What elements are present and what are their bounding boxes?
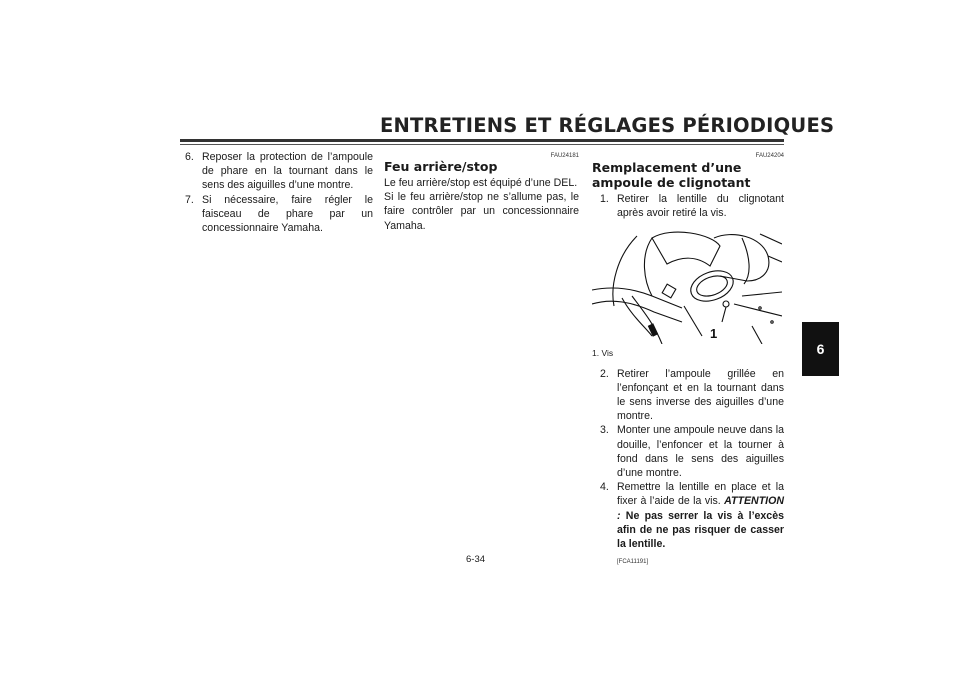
header-rule-thick [180,139,784,142]
turn-signal-illustration [592,226,782,344]
step-2 [592,367,784,424]
step-text: Si nécessaire, faire régler le faisceau de phare par un concessionnaire Yamaha. [202,193,373,235]
step-7 [185,193,373,236]
header-rule-thin [180,144,784,145]
step-6 [185,150,373,193]
section-title-turn-signal: Remplacement d’une ampoule de clignotant [592,160,751,190]
warning-label: ATTENTION : [617,495,784,522]
section-code: FAU24204 [755,153,784,159]
step-number: 6. [185,151,194,163]
figure-caption: 1. Vis [592,348,614,359]
step-1 [592,192,784,220]
paragraph: Si le feu arrière/stop ne s’allume pas, le faire contrôler par un concessionnaire Yamaha. [384,191,579,232]
figure-callout: 1 [710,326,718,342]
section-code: FAU24181 [550,153,579,159]
step-3 [592,423,784,480]
step-text: Reposer la protection de l’ampoule de phare en la tournant dans le sens des aiguilles d’une montre. [202,151,373,192]
page-title: ENTRETIENS ET RÉGLAGES PÉRIODIQUES [380,114,835,137]
step-number: 1. [600,193,609,205]
step-4 [592,480,784,551]
section-title-tail-light: Feu arrière/stop [384,159,498,174]
column-2 [384,152,579,233]
step-number: 3. [600,424,609,437]
step-text: Monter une ampoule neuve dans la douille, l’enfoncer et la tourner à fond dans le sens des aiguilles d’une montre. [617,424,784,480]
warning-text: Ne pas serrer la vis à l’excès afin de ne pas risquer de casser la lentille. [617,509,784,551]
step-number: 7. [185,193,194,206]
step-text: Retirer la lentille du clignotant après avoir retiré la vis. [617,193,784,220]
step-number: 2. [600,367,609,380]
step-text: Remettre la lentille en place et la fixer à l’aide de la vis. [617,481,784,508]
turn-signal-drawing [592,226,782,344]
step-text: Retirer l’ampoule grillée en l’enfonçant et en la tournant dans le sens inverse des aiguilles d’une montre. [617,367,784,423]
column-3 [592,152,784,569]
chapter-tab: 6 [802,322,839,376]
step-number: 4. [600,481,609,494]
paragraph: Le feu arrière/stop est équipé d’une DEL. [384,177,578,189]
column-1 [185,150,373,235]
page-number: 6-34 [466,554,486,565]
step-text-with-warning [617,480,784,551]
warning-code: [FCA11191] [617,559,649,566]
